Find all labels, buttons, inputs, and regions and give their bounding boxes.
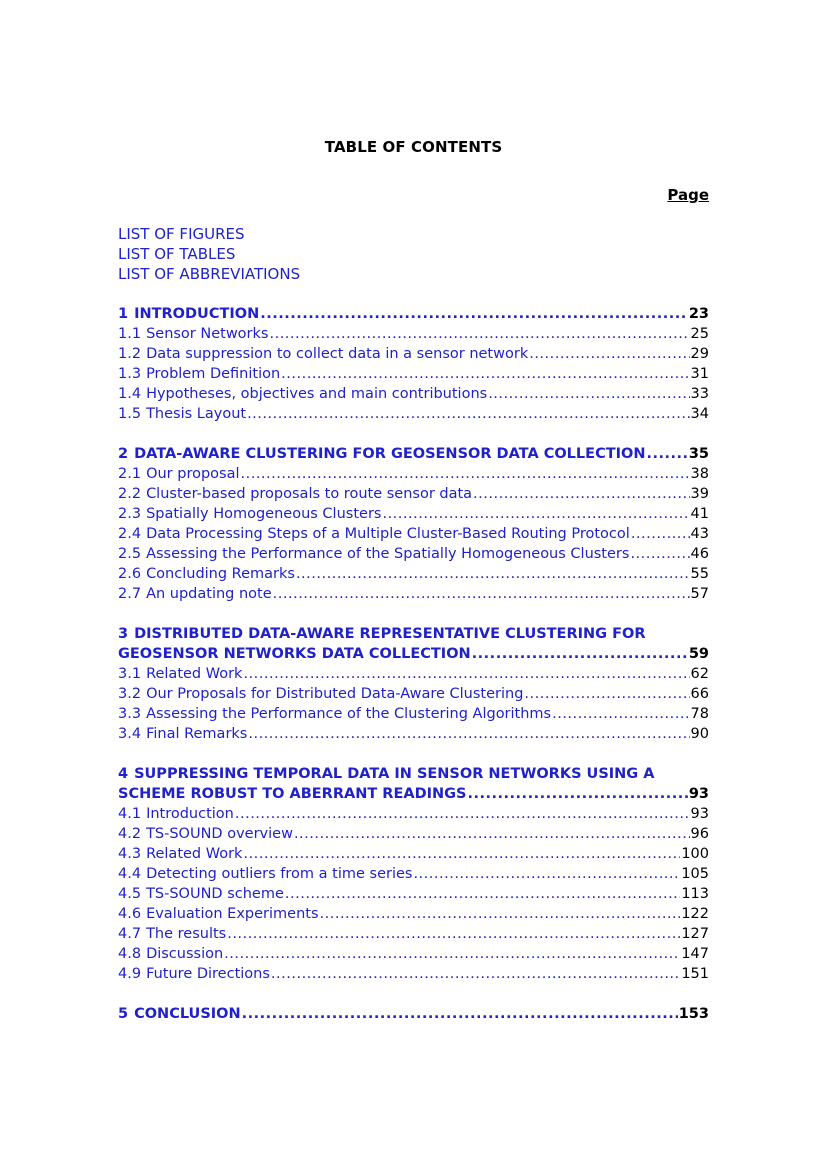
section-number: 3.3 (118, 706, 142, 722)
chapter-number: 2 (118, 446, 129, 462)
dot-leader (524, 684, 689, 704)
section-link[interactable] (118, 524, 709, 544)
page-number: 113 (681, 886, 709, 902)
page-number: 57 (690, 586, 709, 602)
dot-leader (320, 904, 681, 924)
section-link[interactable] (118, 864, 709, 884)
section-number: 2.4 (118, 526, 142, 542)
section-title: Future Directions (146, 966, 270, 982)
section-title: Evaluation Experiments (146, 906, 319, 922)
chapter-heading-link[interactable] (118, 784, 709, 804)
section-title: Cluster-based proposals to route sensor data (146, 486, 473, 502)
section-link[interactable] (118, 824, 709, 844)
dot-leader (552, 704, 689, 724)
chapter-title: DATA-AWARE CLUSTERING FOR GEOSENSOR DATA COLLECTION (134, 446, 646, 462)
page-number: 147 (681, 946, 709, 962)
section-number: 4.5 (118, 886, 142, 902)
section-number: 1.3 (118, 366, 142, 382)
dot-leader (296, 564, 690, 584)
page-number: 35 (688, 446, 709, 462)
page-number: 93 (690, 806, 709, 822)
chapter-number: 1 (118, 306, 129, 322)
section-number: 4.4 (118, 866, 142, 882)
section-link[interactable] (118, 404, 709, 424)
section-number: 4.3 (118, 846, 142, 862)
section-number: 3.1 (118, 666, 142, 682)
front-matter-link[interactable]: LIST OF TABLES (118, 245, 236, 263)
section-title: The results (146, 926, 227, 942)
page-number: 122 (681, 906, 709, 922)
section-title: Data suppression to collect data in a sensor network (146, 346, 529, 362)
page-number: 93 (688, 786, 709, 802)
section-number: 3.2 (118, 686, 142, 702)
chapter-heading-link[interactable] (118, 304, 709, 324)
chapter-block (118, 764, 709, 984)
page-number: 100 (681, 846, 709, 862)
section-link[interactable] (118, 664, 709, 684)
section-title: Discussion (146, 946, 224, 962)
dot-leader (467, 784, 687, 804)
section-number: 4.2 (118, 826, 142, 842)
page-number: 151 (681, 966, 709, 982)
section-title: Related Work (146, 846, 243, 862)
chapter-number: 5 (118, 1006, 129, 1022)
section-link[interactable] (118, 484, 709, 504)
page-number: 29 (690, 346, 709, 362)
chapter-block (118, 1004, 709, 1024)
dot-leader (247, 404, 689, 424)
section-link[interactable] (118, 904, 709, 924)
section-title: Sensor Networks (146, 326, 269, 342)
dot-leader (260, 304, 688, 324)
chapter-title: SUPPRESSING TEMPORAL DATA IN SENSOR NETWORKS USING A (134, 766, 655, 782)
page-number: 33 (690, 386, 709, 402)
section-title: Assessing the Performance of the Spatially Homogeneous Clusters (146, 546, 630, 562)
page-number: 78 (690, 706, 709, 722)
section-link[interactable] (118, 324, 709, 344)
section-number: 1.4 (118, 386, 142, 402)
section-title: An updating note (146, 586, 272, 602)
chapter-heading-link[interactable] (118, 764, 709, 784)
section-title: Thesis Layout (146, 406, 247, 422)
page-number: 31 (690, 366, 709, 382)
section-number: 4.1 (118, 806, 142, 822)
page-number: 55 (690, 566, 709, 582)
section-number: 2.7 (118, 586, 142, 602)
section-number: 2.3 (118, 506, 142, 522)
section-link[interactable] (118, 544, 709, 564)
dot-leader (488, 384, 689, 404)
page-number: 105 (681, 866, 709, 882)
page-number: 153 (678, 1006, 709, 1022)
dot-leader (248, 724, 689, 744)
section-number: 2.5 (118, 546, 142, 562)
dot-leader (224, 944, 680, 964)
section-number: 1.1 (118, 326, 142, 342)
section-title: Concluding Remarks (146, 566, 295, 582)
chapter-block (118, 304, 709, 424)
page-number: 62 (690, 666, 709, 682)
page-number: 127 (681, 926, 709, 942)
page-number: 34 (690, 406, 709, 422)
chapter-number: 4 (118, 766, 129, 782)
page-number: 41 (690, 506, 709, 522)
page-number: 38 (690, 466, 709, 482)
section-link[interactable] (118, 464, 709, 484)
section-title: Detecting outliers from a time series (146, 866, 413, 882)
section-number: 4.9 (118, 966, 142, 982)
chapter-title: DISTRIBUTED DATA-AWARE REPRESENTATIVE CLUSTERING FOR (134, 626, 646, 642)
dot-leader (413, 864, 680, 884)
dot-leader (382, 504, 689, 524)
chapter-block (118, 624, 709, 744)
section-title: Data Processing Steps of a Multiple Cluster-Based Routing Protocol (146, 526, 630, 542)
section-number: 3.4 (118, 726, 142, 742)
dot-leader (227, 924, 680, 944)
dot-leader (472, 644, 688, 664)
dot-leader (646, 444, 687, 464)
section-number: 4.8 (118, 946, 142, 962)
section-title: TS-SOUND overview (146, 826, 293, 842)
dot-leader (281, 364, 689, 384)
page-number: 25 (690, 326, 709, 342)
dot-leader (242, 1004, 678, 1024)
dot-leader (529, 344, 689, 364)
section-title: Our proposal (146, 466, 240, 482)
page-number: 96 (690, 826, 709, 842)
section-number: 1.5 (118, 406, 142, 422)
section-title: Hypotheses, objectives and main contributions (146, 386, 488, 402)
section-title: Final Remarks (146, 726, 248, 742)
section-link[interactable] (118, 884, 709, 904)
section-title: Spatially Homogeneous Clusters (146, 506, 382, 522)
chapter-heading-link[interactable] (118, 644, 709, 664)
section-number: 2.6 (118, 566, 142, 582)
section-link[interactable] (118, 364, 709, 384)
page-number: 90 (690, 726, 709, 742)
section-link[interactable] (118, 844, 709, 864)
dot-leader (243, 844, 680, 864)
chapter-heading-link[interactable] (118, 444, 709, 464)
chapter-title: INTRODUCTION (134, 306, 260, 322)
section-link[interactable] (118, 724, 709, 744)
section-number: 2.1 (118, 466, 142, 482)
section-link[interactable] (118, 684, 709, 704)
chapter-number: 3 (118, 626, 129, 642)
page-number: 43 (690, 526, 709, 542)
front-matter-link[interactable]: LIST OF FIGURES (118, 225, 245, 243)
section-link[interactable] (118, 344, 709, 364)
section-title: Related Work (146, 666, 243, 682)
section-number: 1.2 (118, 346, 142, 362)
section-title: Introduction (146, 806, 234, 822)
dot-leader (631, 524, 690, 544)
chapter-title: CONCLUSION (134, 1006, 241, 1022)
section-number: 2.2 (118, 486, 142, 502)
chapter-block (118, 444, 709, 604)
section-title: TS-SOUND scheme (146, 886, 284, 902)
section-title: Assessing the Performance of the Clustering Algorithms (146, 706, 552, 722)
page-number: 59 (688, 646, 709, 662)
dot-leader (271, 964, 680, 984)
chapter-heading-link[interactable] (118, 1004, 709, 1024)
section-link[interactable] (118, 924, 709, 944)
dot-leader (273, 584, 690, 604)
section-link[interactable] (118, 504, 709, 524)
chapter-title: GEOSENSOR NETWORKS DATA COLLECTION (118, 646, 471, 662)
page-number: 46 (690, 546, 709, 562)
section-title: Our Proposals for Distributed Data-Aware Clustering (146, 686, 524, 702)
page-number: 39 (690, 486, 709, 502)
page-title: TABLE OF CONTENTS (324, 138, 503, 156)
section-link[interactable] (118, 384, 709, 404)
section-title: Problem Definition (146, 366, 281, 382)
section-number: 4.7 (118, 926, 142, 942)
table-of-contents (118, 224, 709, 1024)
dot-leader (473, 484, 690, 504)
dot-leader (630, 544, 689, 564)
dot-leader (285, 884, 680, 904)
section-link[interactable] (118, 584, 709, 604)
section-link[interactable] (118, 804, 709, 824)
section-link[interactable] (118, 964, 709, 984)
dot-leader (269, 324, 689, 344)
section-number: 4.6 (118, 906, 142, 922)
dot-leader (243, 664, 689, 684)
section-link[interactable] (118, 564, 709, 584)
front-matter-link[interactable]: LIST OF ABBREVIATIONS (118, 265, 301, 283)
page-number: 66 (690, 686, 709, 702)
section-link[interactable] (118, 704, 709, 724)
chapter-heading-link[interactable] (118, 624, 709, 644)
dot-leader (294, 824, 690, 844)
page-number: 23 (688, 306, 709, 322)
chapter-title: SCHEME ROBUST TO ABERRANT READINGS (118, 786, 467, 802)
section-link[interactable] (118, 944, 709, 964)
dot-leader (241, 464, 690, 484)
dot-leader (235, 804, 690, 824)
page-column-header: Page (667, 186, 709, 204)
